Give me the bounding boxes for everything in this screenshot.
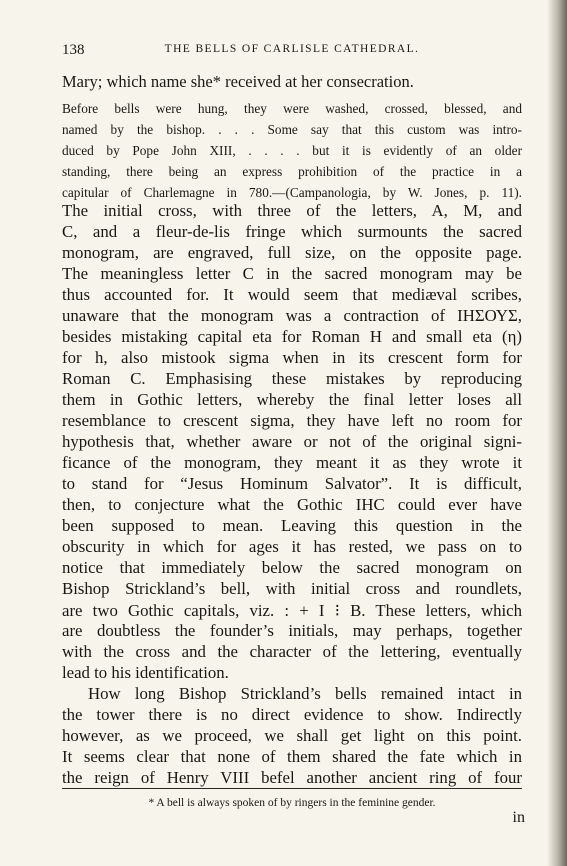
footnote: * A bell is always spoken of by ringers in the feminine gender. — [148, 797, 436, 809]
body-line: been supposed to mean. Leaving this question in the — [62, 516, 522, 535]
running-title: THE BELLS OF CARLISLE CATHEDRAL. — [164, 43, 420, 55]
footnote-rule — [62, 788, 522, 789]
body-line: the tower there is no direct evidence to show. Indirectly — [62, 705, 522, 724]
body-line: resemblance to crescent sigma, they have left no room for — [62, 411, 522, 430]
running-header — [62, 42, 522, 62]
body-line: ficance of the monogram, they meant it as they wrote it — [62, 453, 522, 472]
quote-line: named by the bishop. . . . Some say that this custom was intro- — [62, 122, 522, 137]
quote-line: duced by Pope John XIII, . . . . but it is evidently of an older — [62, 143, 522, 158]
page-number: 138 — [62, 42, 85, 58]
body-line: The meaningless letter C in the sacred monogram may be — [62, 264, 522, 283]
body-line: then, to conjecture what the Gothic IHC could ever have — [62, 495, 522, 514]
body-line: Bishop Strickland’s bell, with initial cross and roundlets, — [62, 579, 522, 598]
body-line: unaware that the monogram was a contraction of ΙΗΣΟΥΣ, — [62, 306, 522, 325]
body-line: are two Gothic capitals, viz. : + I ⁝ B. These letters, which — [62, 601, 522, 620]
body-line: C, and a fleur-de-lis fringe which surmounts the sacred — [62, 222, 522, 241]
quote-line: capitular of Charlemagne in 780.—(Campanologia, by W. Jones, p. 11). — [62, 185, 522, 200]
quote-line: standing, there being an express prohibition of the practice in a — [62, 164, 522, 179]
body-line: to stand for “Jesus Hominum Salvator”. It is difficult, — [62, 474, 522, 493]
body-line: the reign of Henry VIII befel another ancient ring of four — [62, 768, 522, 787]
body-line: hypothesis that, whether aware or not of the original signi- — [62, 432, 522, 451]
body-line: however, as we proceed, we shall get light on this point. — [62, 726, 522, 745]
catchword: in — [512, 809, 525, 826]
body-line: them in Gothic letters, whereby the final letter loses all — [62, 390, 522, 409]
lead-line: Mary; which name she* received at her consecration. — [62, 72, 414, 91]
body-line: besides mistaking capital eta for Roman H and small eta (η) — [62, 327, 522, 346]
body-line: notice that immediately below the sacred monogram on — [62, 558, 522, 577]
body-line: Roman C. Emphasising these mistakes by reproducing — [62, 369, 522, 388]
body-line: lead to his identification. — [62, 663, 229, 682]
body-line: with the cross and the character of the lettering, eventually — [62, 642, 522, 661]
body-line: The initial cross, with three of the letters, A, M, and — [62, 201, 522, 220]
body-line: obscurity in which for ages it has rested, we pass on to — [62, 537, 522, 556]
quote-line: Before bells were hung, they were washed, crossed, blessed, and — [62, 101, 522, 116]
body-line: thus accounted for. It would seem that mediæval scribes, — [62, 285, 522, 304]
body-line: How long Bishop Strickland’s bells remained intact in — [88, 684, 522, 703]
body-line: for h, also mistook sigma when in its crescent form for — [62, 348, 522, 367]
body-line: It seems clear that none of them shared the fate which in — [62, 747, 522, 766]
page-spine-shadow — [547, 0, 567, 866]
body-line: are doubtless the founder’s initials, may perhaps, together — [62, 621, 522, 640]
body-line: monogram, are engraved, full size, on the opposite page. — [62, 243, 522, 262]
